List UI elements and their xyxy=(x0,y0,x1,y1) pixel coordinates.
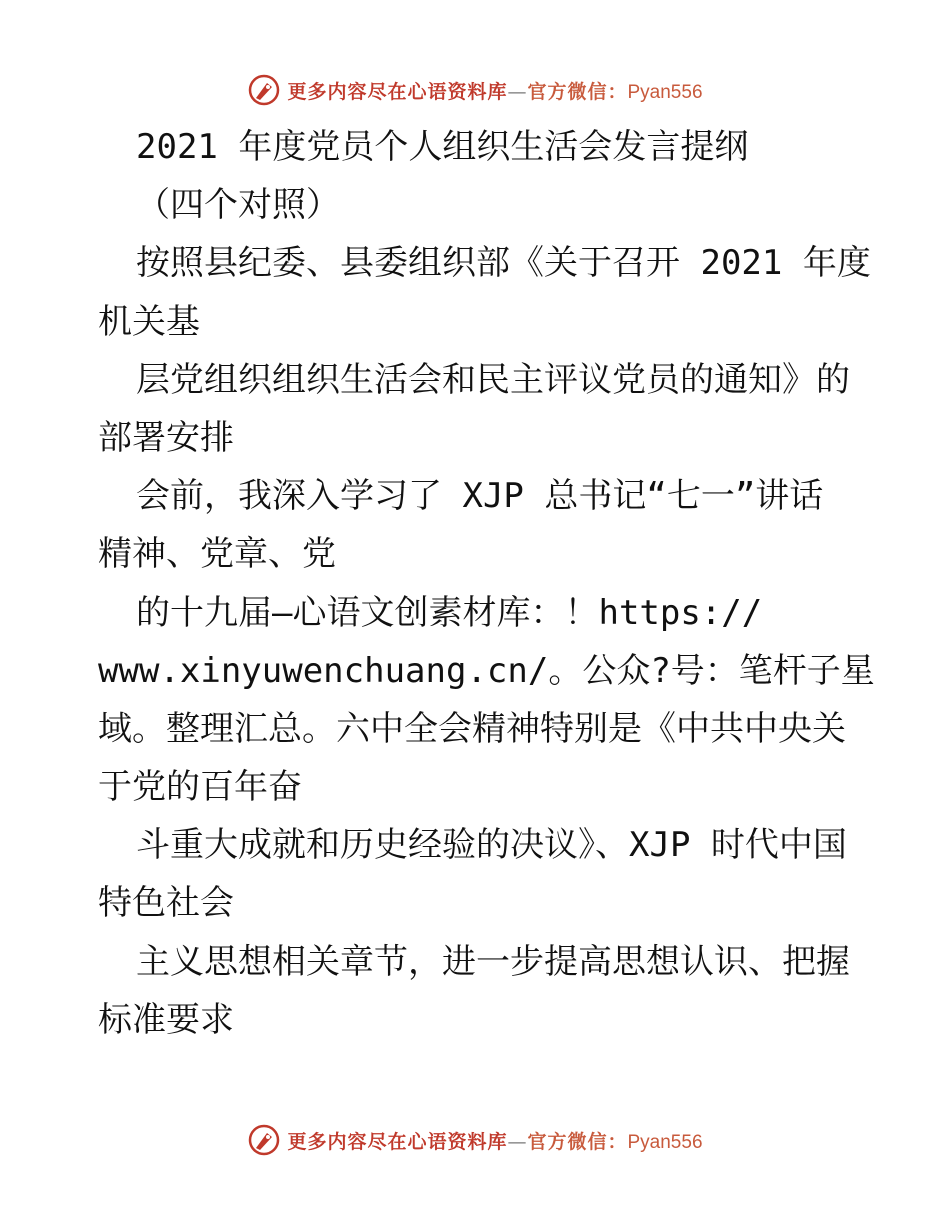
text-line: www.xinyuwenchuang.cn/。公众?号：笔杆子星 xyxy=(98,650,875,691)
header-watermark-banner xyxy=(0,70,950,110)
text-line: 精神、党章、党 xyxy=(98,534,336,575)
banner-text: 更多内容尽在心语资料库—官方微信：Pyan556 xyxy=(287,1130,703,1153)
text-line: 标准要求 xyxy=(98,999,234,1040)
pen-nib-logo-icon xyxy=(247,1123,281,1157)
text-line: 的十九届—心语文创素材库：！https:// xyxy=(136,592,763,633)
pen-nib-logo-icon xyxy=(247,73,281,107)
text-line: 会前，我深入学习了 XJP 总书记“七一”讲话 xyxy=(136,476,824,517)
footer-watermark-banner xyxy=(0,1120,950,1160)
document-title: 2021 年度党员个人组织生活会发言提纲 xyxy=(136,127,749,167)
text-line: 层党组织组织生活会和民主评议党员的通知》的 xyxy=(136,359,850,400)
document-body xyxy=(98,118,875,1049)
text-line: 于党的百年奋 xyxy=(98,767,302,808)
text-line: 按照县纪委、县委组织部《关于召开 2021 年度 xyxy=(136,243,871,284)
banner-text: 更多内容尽在心语资料库—官方微信：Pyan556 xyxy=(287,80,703,103)
text-line: 特色社会 xyxy=(98,883,234,924)
document-subtitle: （四个对照） xyxy=(136,185,340,226)
text-line: 主义思想相关章节，进一步提高思想认识、把握 xyxy=(136,941,850,982)
text-line: 部署安排 xyxy=(98,417,234,458)
text-line: 域。整理汇总。六中全会精神特别是《中共中央关 xyxy=(98,708,846,749)
text-line: 斗重大成就和历史经验的决议》、XJP 时代中国 xyxy=(136,825,847,866)
text-line: 机关基 xyxy=(98,301,200,342)
